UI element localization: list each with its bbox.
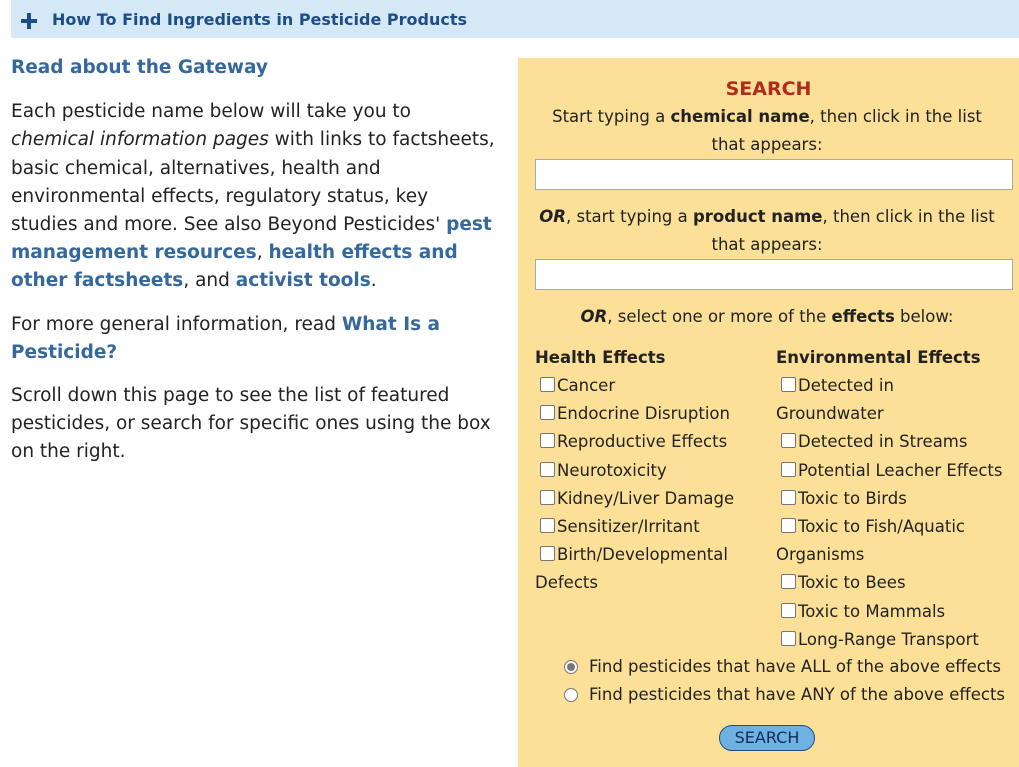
checkbox-box[interactable] bbox=[781, 518, 796, 533]
accordion-title: How To Find Ingredients in Pesticide Products bbox=[52, 9, 468, 29]
checkbox-label: Detected in Streams bbox=[798, 432, 968, 452]
general-info-paragraph bbox=[11, 311, 497, 367]
instr-text: , select one or more of the bbox=[607, 307, 832, 326]
chemical-instructions bbox=[536, 103, 998, 159]
or-label: OR bbox=[580, 307, 608, 326]
checkbox-label: Potential Leacher Effects bbox=[798, 460, 1003, 480]
activist-tools-link[interactable]: activist tools bbox=[235, 270, 371, 292]
search-button[interactable]: SEARCH bbox=[719, 725, 815, 751]
potential-leacher-checkbox[interactable] bbox=[776, 457, 1016, 485]
checkbox-label-wrap: Defects bbox=[535, 573, 598, 593]
checkbox-box[interactable] bbox=[781, 603, 796, 618]
or-label: OR bbox=[539, 207, 566, 226]
ingredients-accordion[interactable] bbox=[11, 0, 1019, 38]
chemical-info-emphasis: chemical information pages bbox=[11, 129, 269, 151]
checkbox-box[interactable] bbox=[540, 490, 555, 505]
checkbox-label: Toxic to Bees bbox=[798, 573, 906, 593]
radio-label: Find pesticides that have ANY of the above effects bbox=[589, 685, 1006, 704]
intro-column bbox=[11, 54, 497, 482]
environmental-effects-list bbox=[776, 372, 1016, 654]
health-effects-list bbox=[535, 372, 765, 598]
general-info-text: For more general information, read bbox=[11, 313, 342, 335]
intro-text: Each pesticide name below will take you to bbox=[11, 101, 411, 123]
checkbox-box[interactable] bbox=[781, 462, 796, 477]
checkbox-label: Toxic to Fish/Aquatic bbox=[798, 517, 965, 537]
checkbox-label: Kidney/Liver Damage bbox=[557, 488, 735, 508]
instr-text: , then click in the list that appears: bbox=[711, 207, 995, 254]
intro-text: , and bbox=[183, 270, 236, 292]
checkbox-box[interactable] bbox=[540, 377, 555, 392]
intro-paragraph bbox=[11, 98, 497, 295]
radio-any-effects[interactable] bbox=[564, 685, 1005, 704]
effects-bold: effects bbox=[831, 307, 895, 326]
environmental-effects-heading: Environmental Effects bbox=[776, 348, 981, 367]
radio-button[interactable] bbox=[564, 688, 578, 702]
detected-in-groundwater-checkbox[interactable] bbox=[776, 372, 1016, 400]
intro-text: . bbox=[370, 270, 377, 292]
health-effects-link[interactable]: health effects and other factsheets bbox=[11, 242, 458, 292]
checkbox-label-wrap: Groundwater bbox=[776, 404, 884, 424]
neurotoxicity-checkbox[interactable] bbox=[535, 457, 765, 485]
checkbox-box[interactable] bbox=[540, 405, 555, 420]
checkbox-label: Sensitizer/Irritant bbox=[557, 517, 700, 537]
reproductive-effects-checkbox[interactable] bbox=[535, 428, 765, 456]
toxic-to-birds-checkbox[interactable] bbox=[776, 485, 1016, 513]
chemical-name-input[interactable] bbox=[535, 159, 1013, 190]
toxic-to-fish-checkbox[interactable] bbox=[776, 513, 1016, 541]
radio-button-selected[interactable] bbox=[564, 660, 578, 674]
pest-management-link[interactable]: pest management resources bbox=[11, 214, 492, 264]
endocrine-disruption-checkbox[interactable] bbox=[535, 400, 765, 428]
checkbox-box[interactable] bbox=[540, 433, 555, 448]
detected-in-streams-checkbox[interactable] bbox=[776, 428, 1016, 456]
instr-text: Start typing a bbox=[552, 107, 671, 126]
checkbox-label: Long-Range Transport bbox=[798, 629, 979, 649]
product-name-bold: product name bbox=[692, 207, 823, 226]
kidney-liver-damage-checkbox[interactable] bbox=[535, 485, 765, 513]
read-gateway-link[interactable]: Read about the Gateway bbox=[11, 57, 268, 78]
sensitizer-irritant-checkbox[interactable] bbox=[535, 513, 765, 541]
long-range-transport-checkbox[interactable] bbox=[776, 626, 1016, 654]
product-instructions bbox=[536, 203, 998, 259]
health-effects-heading: Health Effects bbox=[535, 348, 666, 367]
cancer-checkbox[interactable] bbox=[535, 372, 765, 400]
checkbox-box[interactable] bbox=[781, 433, 796, 448]
checkbox-label: Toxic to Mammals bbox=[798, 601, 946, 621]
chemical-name-bold: chemical name bbox=[670, 107, 810, 126]
checkbox-label: Birth/Developmental bbox=[557, 545, 728, 565]
instr-text: , start typing a bbox=[565, 207, 693, 226]
product-name-input[interactable] bbox=[535, 259, 1013, 290]
checkbox-label: Reproductive Effects bbox=[557, 432, 728, 452]
checkbox-box[interactable] bbox=[540, 518, 555, 533]
radio-label: Find pesticides that have ALL of the above effects bbox=[589, 657, 1001, 676]
search-panel bbox=[518, 58, 1019, 767]
checkbox-box[interactable] bbox=[781, 574, 796, 589]
checkbox-label: Endocrine Disruption bbox=[557, 404, 730, 424]
checkbox-box[interactable] bbox=[781, 631, 796, 646]
toxic-to-bees-checkbox[interactable] bbox=[776, 569, 1016, 597]
checkbox-box[interactable] bbox=[540, 462, 555, 477]
checkbox-label: Detected in bbox=[798, 376, 894, 395]
checkbox-box[interactable] bbox=[781, 490, 796, 505]
birth-developmental-checkbox[interactable] bbox=[535, 541, 765, 569]
plus-icon bbox=[21, 13, 37, 29]
checkbox-box[interactable] bbox=[781, 377, 796, 392]
toxic-to-mammals-checkbox[interactable] bbox=[776, 598, 1016, 626]
intro-text: with links to factsheets, basic chemical, alternatives, health and environmental effects, regulatory status, key studies and more. See also Beyond Pesticides' bbox=[11, 129, 495, 236]
checkbox-label-wrap: Organisms bbox=[776, 545, 865, 565]
what-is-pesticide-link[interactable]: What Is a Pesticide? bbox=[11, 313, 441, 363]
checkbox-label: Cancer bbox=[557, 376, 616, 395]
instr-text: below: bbox=[894, 307, 954, 326]
checkbox-label: Toxic to Birds bbox=[798, 488, 907, 508]
search-title: SEARCH bbox=[725, 78, 812, 100]
intro-text: , bbox=[256, 242, 269, 264]
instr-text: , then click in the list that appears: bbox=[711, 107, 982, 154]
checkbox-label: Neurotoxicity bbox=[557, 460, 667, 480]
radio-all-effects[interactable] bbox=[564, 657, 1001, 676]
effects-instructions bbox=[536, 303, 998, 331]
checkbox-box[interactable] bbox=[540, 546, 555, 561]
scroll-paragraph: Scroll down this page to see the list of featured pesticides, or search for specific ones using the box on the right. bbox=[11, 385, 491, 463]
